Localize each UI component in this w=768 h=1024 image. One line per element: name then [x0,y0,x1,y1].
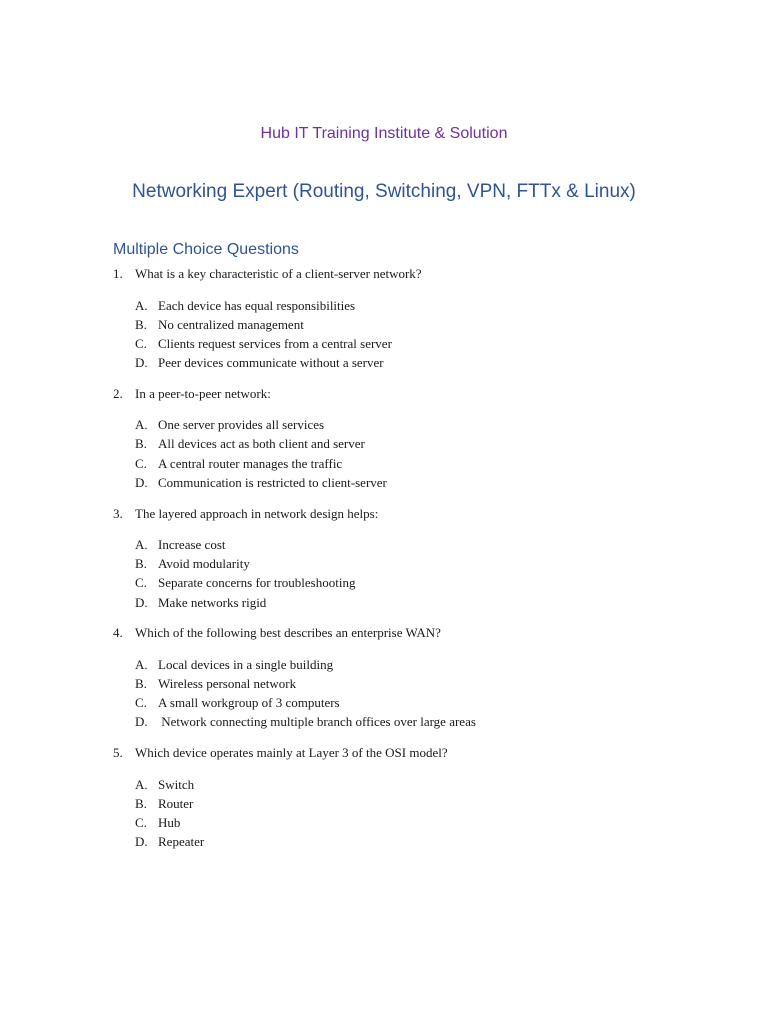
option-d [135,832,673,851]
option-text: Communication is restricted to client-server [158,474,387,490]
option-text: Clients request services from a central server [158,335,392,351]
option-b [135,794,673,813]
option-text: Increase cost [158,537,226,552]
option-text: Separate concerns for troubleshooting [158,575,356,591]
question-number: 1. [113,266,123,281]
option-text: Repeater [158,834,205,850]
question-1 [113,264,673,372]
option-b [135,674,673,693]
option-letter: B. [135,675,147,691]
question-4 [113,623,673,731]
institute-name: Hub IT Training Institute & Solution [260,125,508,142]
option-letter: B. [135,795,147,811]
question-line [113,504,673,524]
question-text: Which device operates mainly at Layer 3 of the OSI model? [135,745,448,760]
section-heading: Multiple Choice Questions [113,241,299,258]
option-a [135,775,673,794]
option-text: A central router manages the traffic [158,455,343,471]
option-letter: D. [135,355,148,371]
option-d [135,353,673,372]
option-a [135,415,673,434]
option-text: One server provides all services [158,417,325,433]
question-number: 4. [113,625,123,641]
option-letter: C. [135,335,147,351]
option-letter: B. [135,316,147,332]
option-letter: A. [135,537,148,552]
question-list [113,264,673,863]
option-letter: A. [135,297,148,313]
option-c [135,693,673,712]
option-c [135,454,673,473]
option-letter: B. [135,436,147,452]
question-text: In a peer-to-peer network: [135,385,271,401]
option-text: All devices act as both client and server [158,436,365,452]
question-text: Which of the following best describes an enterprise WAN? [135,625,441,641]
option-text: Avoid modularity [158,556,250,572]
option-letter: B. [135,556,147,572]
option-letter: D. [135,714,148,730]
option-letter: D. [135,594,148,610]
question-line [113,743,673,763]
option-c [135,573,673,592]
option-a [135,535,673,554]
option-d [135,712,673,731]
option-list [135,655,673,732]
option-letter: D. [135,834,148,850]
question-number: 3. [113,505,123,521]
option-list [135,296,673,373]
option-text: Each device has equal responsibilities [158,297,356,313]
question-number: 5. [113,745,123,760]
option-a [135,296,673,315]
option-text: Network connecting multiple branch offices over large areas [158,714,476,730]
question-text: The layered approach in network design helps: [135,505,379,521]
option-d [135,473,673,492]
option-b [135,434,673,453]
option-text: Hub [158,814,181,830]
question-text: What is a key characteristic of a client-server network? [135,266,422,281]
option-letter: A. [135,417,148,433]
option-letter: C. [135,455,147,471]
option-b [135,554,673,573]
option-list [135,775,673,852]
option-text: Router [158,795,194,811]
option-letter: A. [135,776,148,792]
option-list [135,535,673,612]
option-list [135,415,673,492]
option-c [135,334,673,353]
option-text: Switch [158,776,195,792]
option-text: No centralized management [158,316,304,332]
option-letter: C. [135,575,147,591]
question-3 [113,504,673,612]
option-letter: D. [135,474,148,490]
option-letter: C. [135,695,147,711]
option-text: Local devices in a single building [158,656,334,672]
question-number: 2. [113,385,123,401]
question-5 [113,743,673,851]
option-c [135,813,673,832]
question-2 [113,384,673,492]
option-a [135,655,673,674]
option-text: Make networks rigid [158,594,267,610]
course-title: Networking Expert (Routing, Switching, VPN, FTTx & Linux) [132,181,636,202]
option-d [135,593,673,612]
option-letter: A. [135,656,148,672]
option-text: A small workgroup of 3 computers [158,695,340,711]
option-text: Wireless personal network [158,675,297,691]
question-line [113,264,673,284]
question-line [113,384,673,404]
option-text: Peer devices communicate without a server [158,355,384,371]
option-letter: C. [135,814,147,830]
question-line [113,623,673,643]
option-b [135,315,673,334]
